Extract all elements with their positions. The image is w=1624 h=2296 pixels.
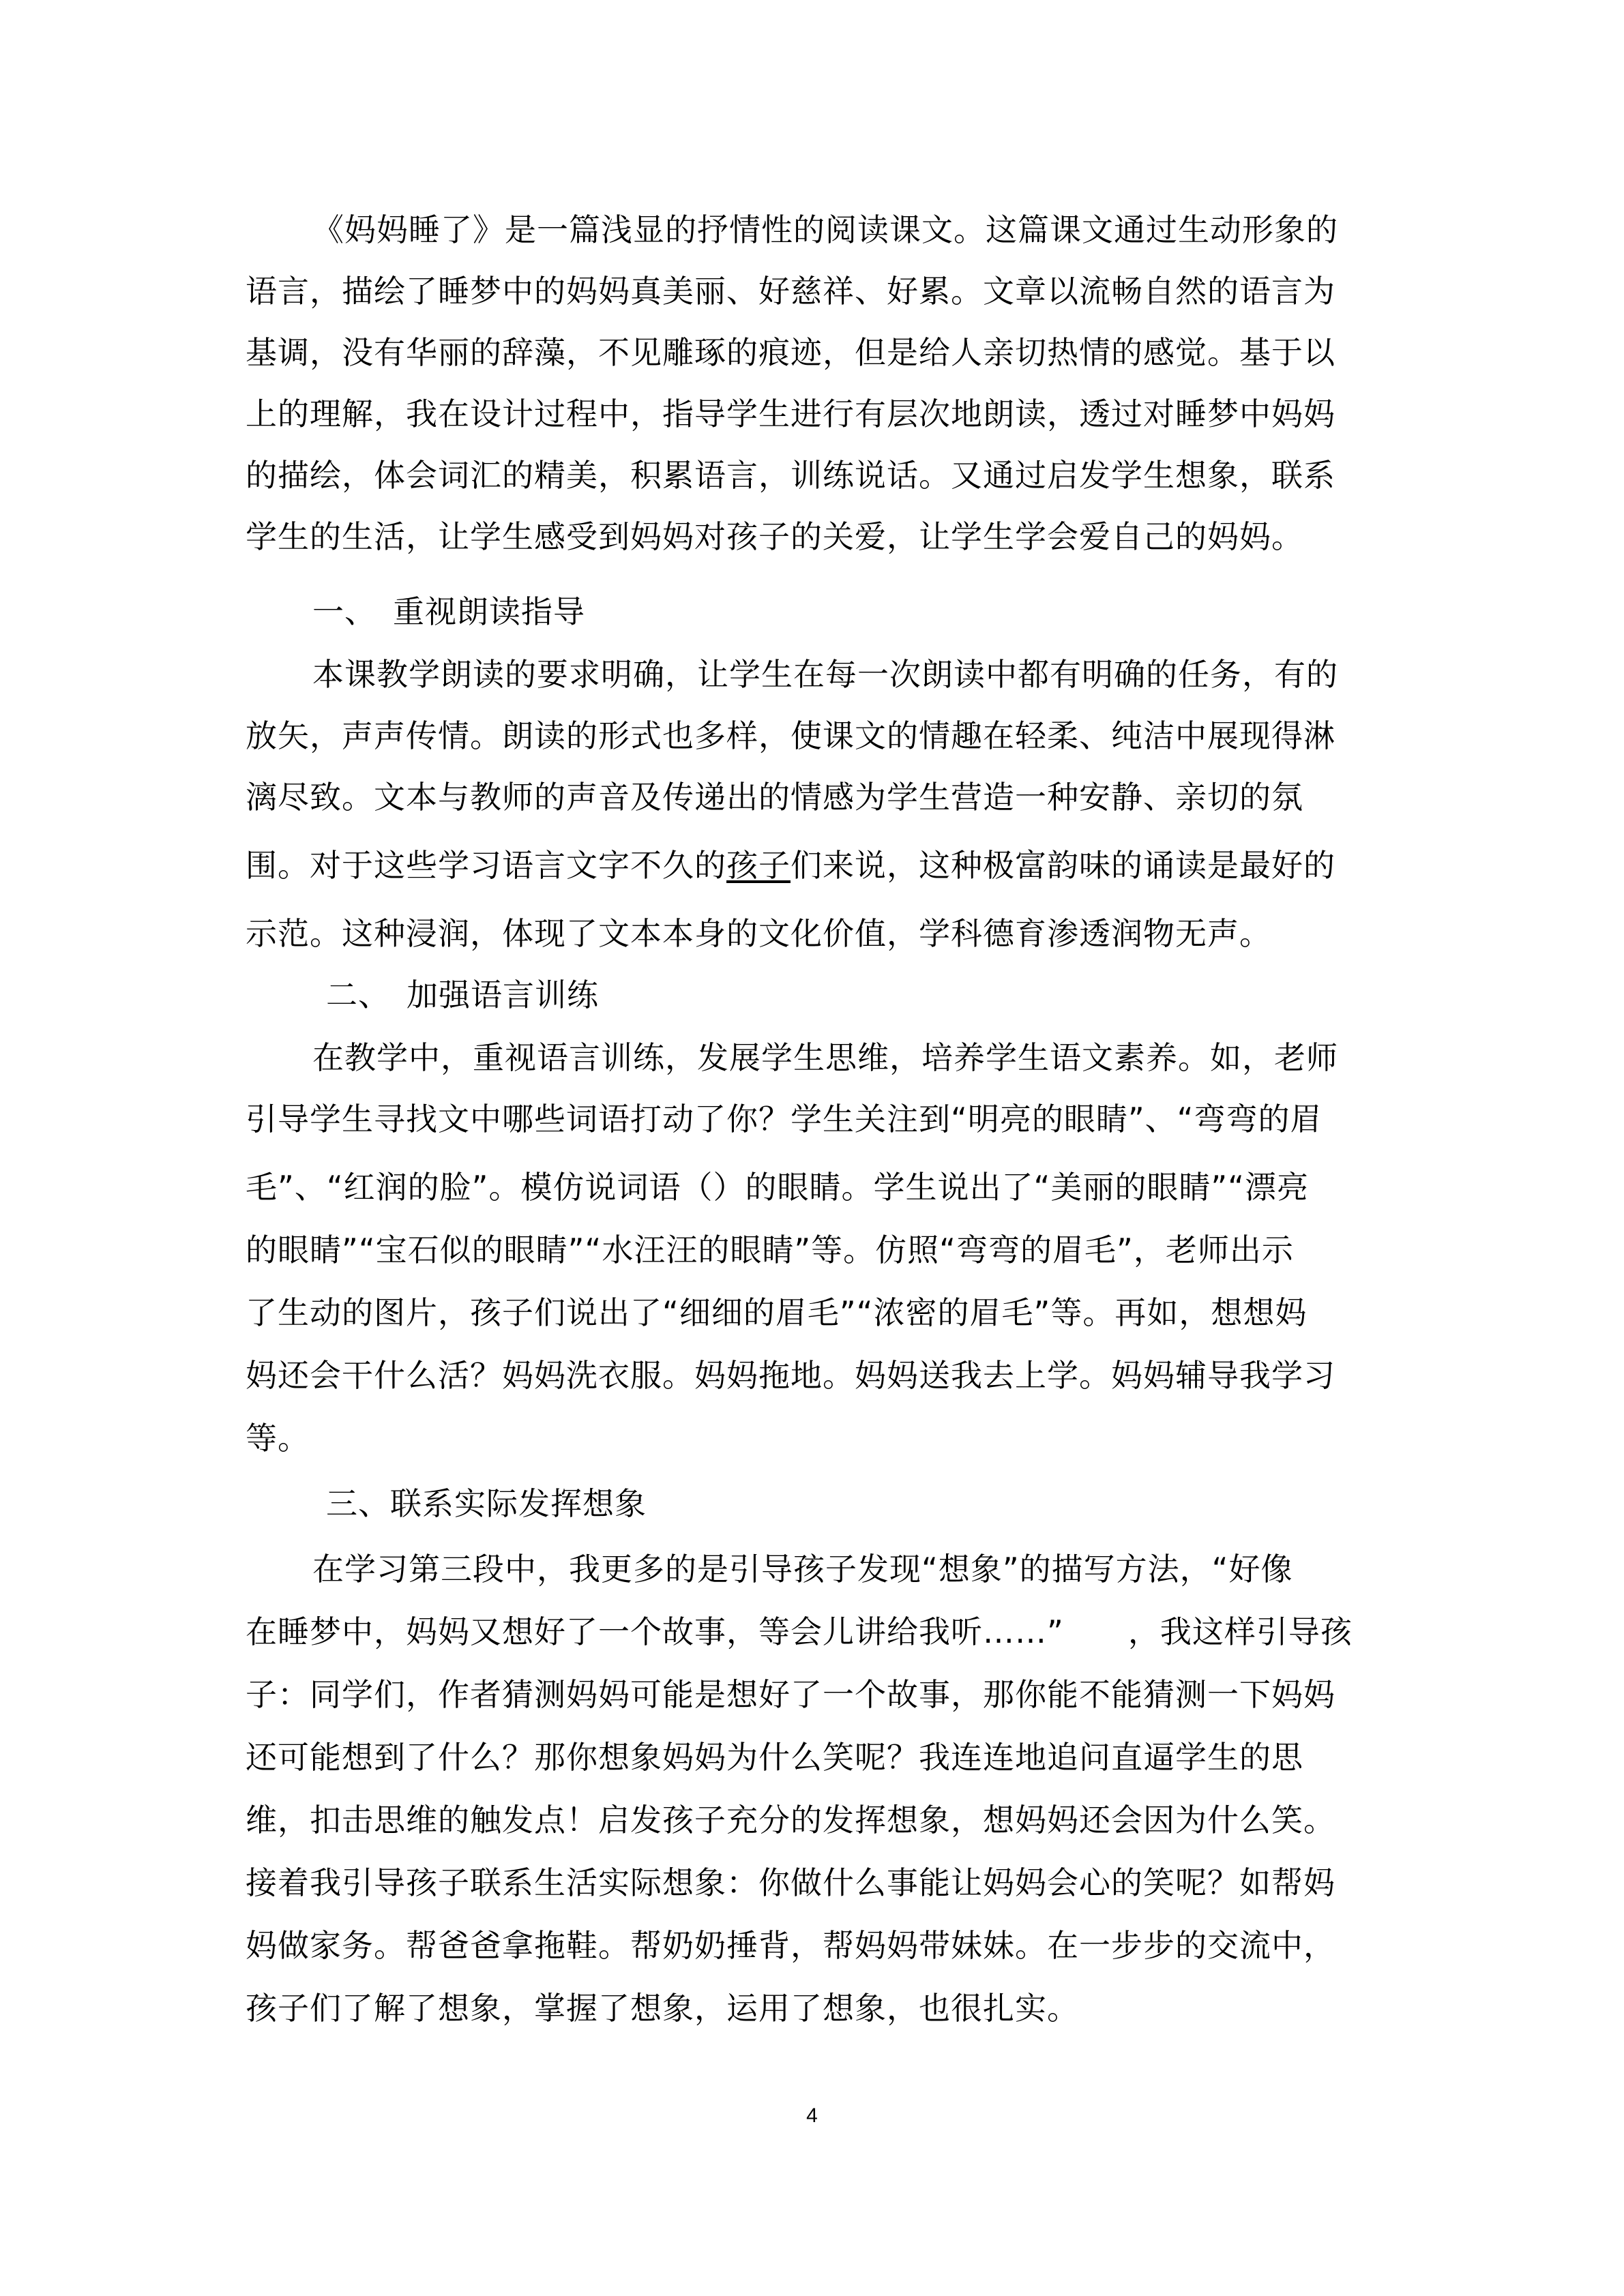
paragraph-line: 上的理解，我在设计过程中，指导学生进行有层次地朗读，透过对睡梦中妈妈 xyxy=(246,396,1335,432)
paragraph-line: 基调，没有华丽的辞藻，不见雕琢的痕迹，但是给人亲切热情的感觉。基于以 xyxy=(246,334,1335,371)
paragraph-line: 妈还会干什么活？妈妈洗衣服。妈妈拖地。妈妈送我去上学。妈妈辅导我学习 xyxy=(246,1357,1335,1394)
paragraph-line: 漓尽致。文本与教师的声音及传递出的情感为学生营造一种安静、亲切的氛 xyxy=(246,779,1303,816)
paragraph-line: 在学习第三段中，我更多的是引导孩子发现“想象”的描写方法，“好像 xyxy=(312,1551,1293,1587)
paragraph-line: 在睡梦中，妈妈又想好了一个故事，等会儿讲给我听……” ，我这样引导孩 xyxy=(246,1613,1353,1650)
section-heading: 二、 加强语言训练 xyxy=(326,976,599,1013)
section-heading: 一、 重视朗读指导 xyxy=(312,593,585,630)
page-number: 4 xyxy=(806,2104,818,2127)
paragraph-line: 接着我引导孩子联系生活实际想象：你做什么事能让妈妈会心的笑呢？如帮妈 xyxy=(246,1864,1335,1901)
paragraph-line: 的眼睛”“宝石似的眼睛”“水汪汪的眼睛”等。仿照“弯弯的眉毛”，老师出示 xyxy=(246,1232,1294,1268)
paragraph-line: 放矢，声声传情。朗读的形式也多样，使课文的情趣在轻柔、纯洁中展现得淋 xyxy=(246,717,1335,754)
text-run: 围。对于这些学习语言文字不久的 xyxy=(246,847,726,884)
paragraph-line: 了生动的图片，孩子们说出了“细细的眉毛”“浓密的眉毛”等。再如，想想妈 xyxy=(246,1294,1308,1331)
paragraph-line: 示范。这种浸润，体现了文本本身的文化价值，学科德育渗透润物无声。 xyxy=(246,915,1271,952)
paragraph-line: 语言，描绘了睡梦中的妈妈真美丽、好慈祥、好累。文章以流畅自然的语言为 xyxy=(246,273,1335,310)
paragraph-line: 妈做家务。帮爸爸拿拖鞋。帮奶奶捶背，帮妈妈带妹妹。在一步步的交流中， xyxy=(246,1927,1335,1964)
paragraph-line: 《妈妈睡了》是一篇浅显的抒情性的阅读课文。这篇课文通过生动形象的 xyxy=(312,211,1338,248)
paragraph-line: 等。 xyxy=(246,1420,310,1457)
section-heading: 三、联系实际发挥想象 xyxy=(326,1485,647,1522)
paragraph-line: 学生的生活，让学生感受到妈妈对孩子的关爱，让学生学会爱自己的妈妈。 xyxy=(246,518,1303,555)
paragraph-line: 还可能想到了什么？那你想象妈妈为什么笑呢？我连连地追问直逼学生的思 xyxy=(246,1739,1303,1776)
paragraph-line: 的描绘，体会词汇的精美，积累语言，训练说话。又通过启发学生想象，联系 xyxy=(246,457,1335,494)
paragraph-line: 维，扣击思维的触发点！启发孩子充分的发挥想象，想妈妈还会因为什么笑。 xyxy=(246,1802,1335,1838)
paragraph-line: 子：同学们，作者猜测妈妈可能是想好了一个故事，那你能不能猜测一下妈妈 xyxy=(246,1676,1335,1713)
paragraph-line: 本课教学朗读的要求明确，让学生在每一次朗读中都有明确的任务，有的 xyxy=(312,656,1338,693)
underlined-text: 孩子 xyxy=(726,847,791,884)
paragraph-line xyxy=(246,841,1335,889)
paragraph-line: 孩子们了解了想象，掌握了想象，运用了想象，也很扎实。 xyxy=(246,1990,1079,2027)
paragraph-line: 引导学生寻找文中哪些词语打动了你？学生关注到“明亮的眼睛”、“弯弯的眉 xyxy=(246,1101,1323,1137)
paragraph-line: 毛”、“红润的脸”。模仿说词语（）的眼睛。学生说出了“美丽的眼睛”“漂亮 xyxy=(246,1169,1309,1206)
text-run: 们来说，这种极富韵味的诵读是最好的 xyxy=(791,847,1335,884)
paragraph-line: 在教学中，重视语言训练，发展学生思维，培养学生语文素养。如，老师 xyxy=(312,1039,1338,1076)
